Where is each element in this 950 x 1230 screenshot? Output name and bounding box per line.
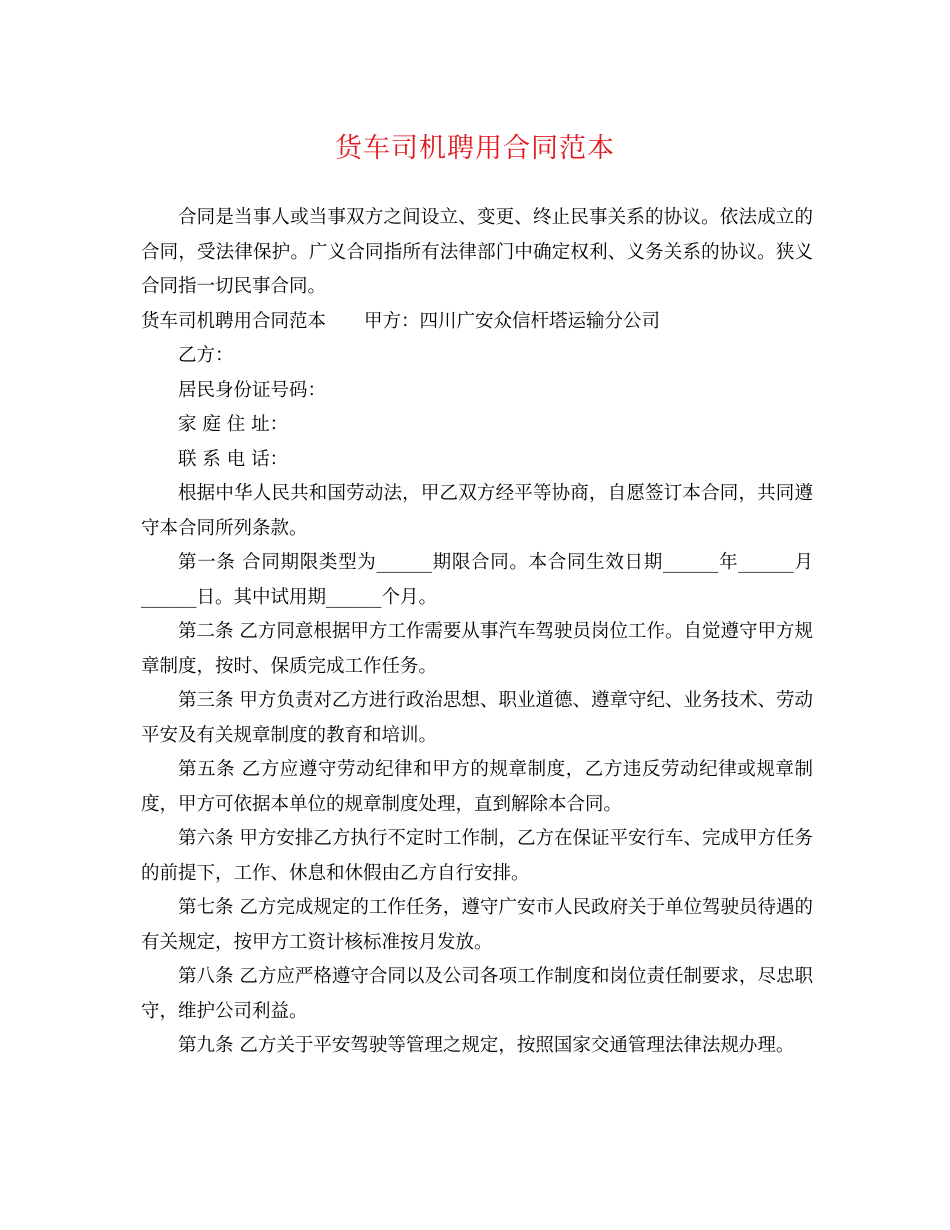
document-body <box>141 201 813 1064</box>
id-number-line: 居民身份证号码： <box>178 379 327 401</box>
phone-line: 联 系 电 话： <box>178 448 289 470</box>
heading-left: 货车司机聘用合同范本 <box>141 310 327 332</box>
document-title: 货车司机聘用合同范本 <box>335 133 615 164</box>
article-1: 第一条 合同期限类型为______期限合同。本合同生效日期______年______月______日。其中试用期______个月。 <box>141 552 813 608</box>
article-6: 第六条 甲方安排乙方执行不定时工作制，乙方在保证平安行车、完成甲方任务的前提下，工作、休息和休假由乙方自行安排。 <box>141 828 813 884</box>
preamble-paragraph: 根据中华人民共和国劳动法，甲乙双方经平等协商，自愿签订本合同，共同遵守本合同所列条款。 <box>141 483 813 539</box>
party-a-line: 甲方：四川广安众信杆塔运输分公司 <box>364 310 661 332</box>
article-2: 第二条 乙方同意根据甲方工作需要从事汽车驾驶员岗位工作。自觉遵守甲方规章制度，按时、保质完成工作任务。 <box>141 621 813 677</box>
party-b-line: 乙方： <box>178 345 234 366</box>
heading-line <box>141 305 813 340</box>
article-9: 第九条 乙方关于平安驾驶等管理之规定，按照国家交通管理法律法规办理。 <box>178 1035 795 1056</box>
article-5: 第五条 乙方应遵守劳动纪律和甲方的规章制度，乙方违反劳动纪律或规章制度，甲方可依据本单位的规章制度处理，直到解除本合同。 <box>141 759 813 815</box>
article-3: 第三条 甲方负责对乙方进行政治思想、职业道德、遵章守纪、业务技术、劳动平安及有关规章制度的教育和培训。 <box>141 690 813 746</box>
intro-paragraph: 合同是当事人或当事双方之间设立、变更、终止民事关系的协议。依法成立的合同，受法律保护。广义合同指所有法律部门中确定权利、义务关系的协议。狭义合同指一切民事合同。 <box>141 207 813 297</box>
home-address-line: 家 庭 住 址： <box>178 414 289 435</box>
article-8: 第八条 乙方应严格遵守合同以及公司各项工作制度和岗位责任制要求，尽忠职守，维护公司利益。 <box>141 966 813 1022</box>
article-7: 第七条 乙方完成规定的工作任务，遵守广安市人民政府关于单位驾驶员待遇的有关规定，按甲方工资计核标准按月发放。 <box>141 897 813 953</box>
